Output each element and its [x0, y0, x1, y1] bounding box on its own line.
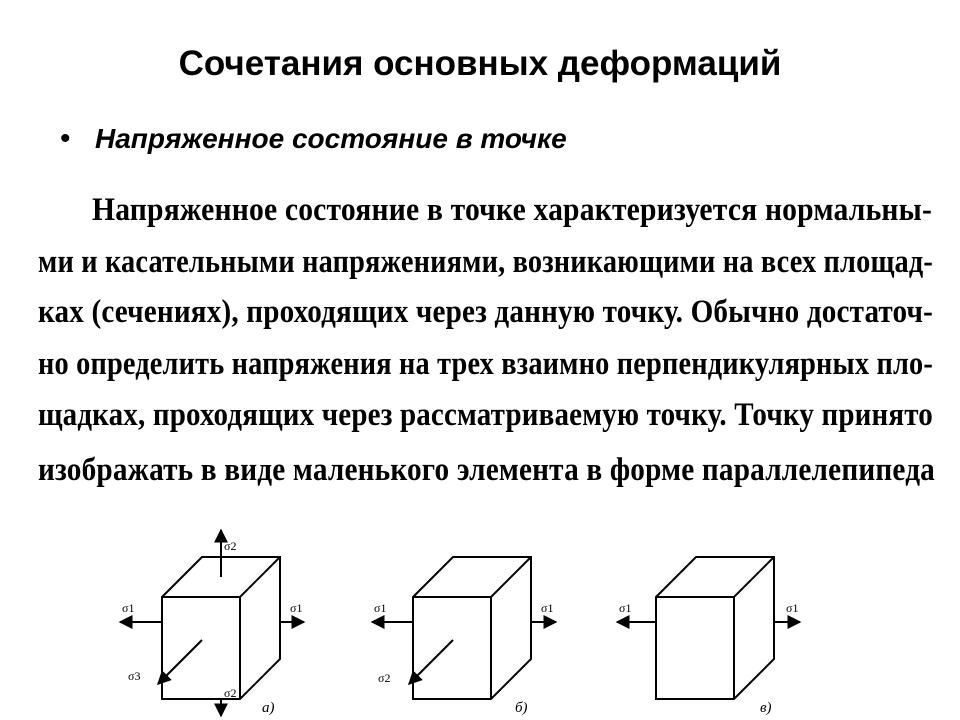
element-figure-c [617, 557, 800, 699]
bullet-text: Напряженное состояние в точке [95, 123, 567, 154]
label-sigma: σ3 [128, 669, 141, 683]
label-sigma: σ1 [619, 601, 632, 615]
cube-b [413, 557, 531, 699]
bullet-dot: • [60, 122, 71, 155]
label-sigma: σ1 [290, 601, 303, 615]
label-sigma: σ2 [224, 686, 237, 700]
label-sigma: σ1 [374, 601, 387, 615]
element-figure-a [120, 530, 304, 716]
figure-caption: б) [515, 700, 528, 716]
cube-a [162, 557, 280, 699]
scan-line: ках (сечениях), проходящих через данную точку. Обычно достаточ- [38, 294, 933, 330]
scan-line: но определить напряжения на трех взаимно перпендикулярных пло- [38, 346, 933, 382]
label-sigma: σ1 [122, 601, 135, 615]
arrow-front [409, 640, 453, 684]
label-sigma: σ2 [224, 539, 237, 553]
label-sigma: σ1 [786, 601, 799, 615]
arrow-front [158, 640, 202, 684]
label-sigma: σ1 [541, 601, 554, 615]
cube-c [656, 557, 774, 699]
scan-line: изображать в виде маленького элемента в форме параллелепипеда [38, 452, 935, 488]
scan-line: Напряженное состояние в точке характеризуется нормальны- [92, 192, 932, 228]
scan-line: ми и касательными напряжениями, возникающими на всех площад- [38, 244, 933, 280]
label-sigma: σ2 [378, 671, 391, 685]
figure-caption: а) [262, 700, 275, 716]
element-figure-b [372, 557, 556, 699]
slide-title: Сочетания основных деформаций [178, 44, 782, 83]
stress-figures [0, 510, 960, 720]
figure-caption: в) [760, 700, 772, 716]
scan-line: щадках, проходящих через рассматриваемую точку. Точку принято [38, 397, 933, 433]
